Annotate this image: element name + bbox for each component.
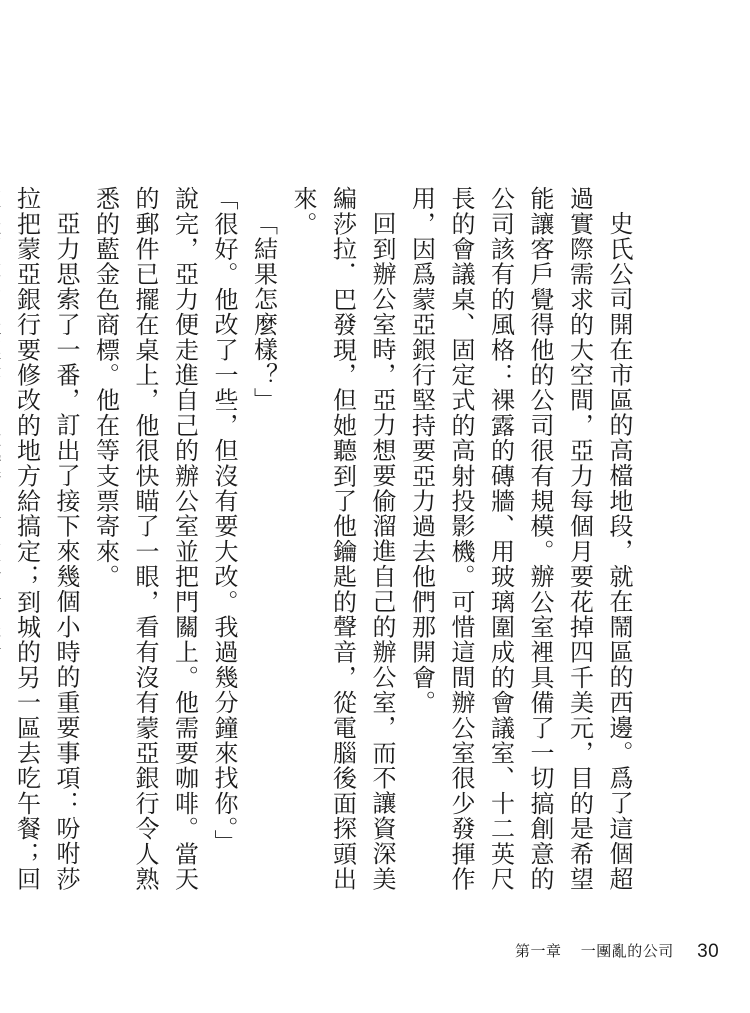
chapter-title: 一團亂的公司 <box>580 942 674 960</box>
paragraph-mail-check: 說完，亞力便走進自己的辦公室並把門關上。他需要咖啡。當天的郵件已擺在桌上，他很快瞄了一眼，看有沒有蒙亞銀行令人熟悉的藍金色商標。他在等支票寄來。 <box>91 186 199 892</box>
dialog-answer: 「很好。他改了一些，但沒有要大改。我過幾分鐘來找你。」 <box>210 186 238 855</box>
paragraph-plan: 亞力思索了一番，訂出了接下來幾個小時的重要事項：吩咐莎拉把蒙亞銀行要修改的地方給搞定；到城的另一區去吃午餐；回 <box>12 186 80 892</box>
running-footer <box>515 940 719 962</box>
paragraph-office-description: 史氏公司開在市區的高檔地段，就在鬧區的西邊。爲了這個超過實際需求的大空間，亞力每個月要花掉四千美元，目的是希望能讓客戶覺得他的公司很有規模。辦公室裡具備了一切搞創意的公司該有的風格：裸露的磚牆、用玻璃圍成的會議室、十二英尺長的會議桌、固定式的高射投影機。可惜這間辦公室很少發揮作用，因爲蒙亞銀行堅持要亞力過去他們那開會。 <box>407 186 633 892</box>
page-number: 30 <box>697 941 720 962</box>
chapter-label: 第一章 <box>515 942 562 960</box>
dialog-question: 「結果怎麼樣？」 <box>249 211 278 413</box>
vertical-text-body <box>0 186 638 906</box>
paragraph-return-to-office: 回到辦公室時，亞力想要偷溜進自己的辦公室，而不讓資深美編莎拉．巴發現，但她聽到了他鑰匙的聲音，從電腦後面探頭出來。 <box>289 186 396 892</box>
